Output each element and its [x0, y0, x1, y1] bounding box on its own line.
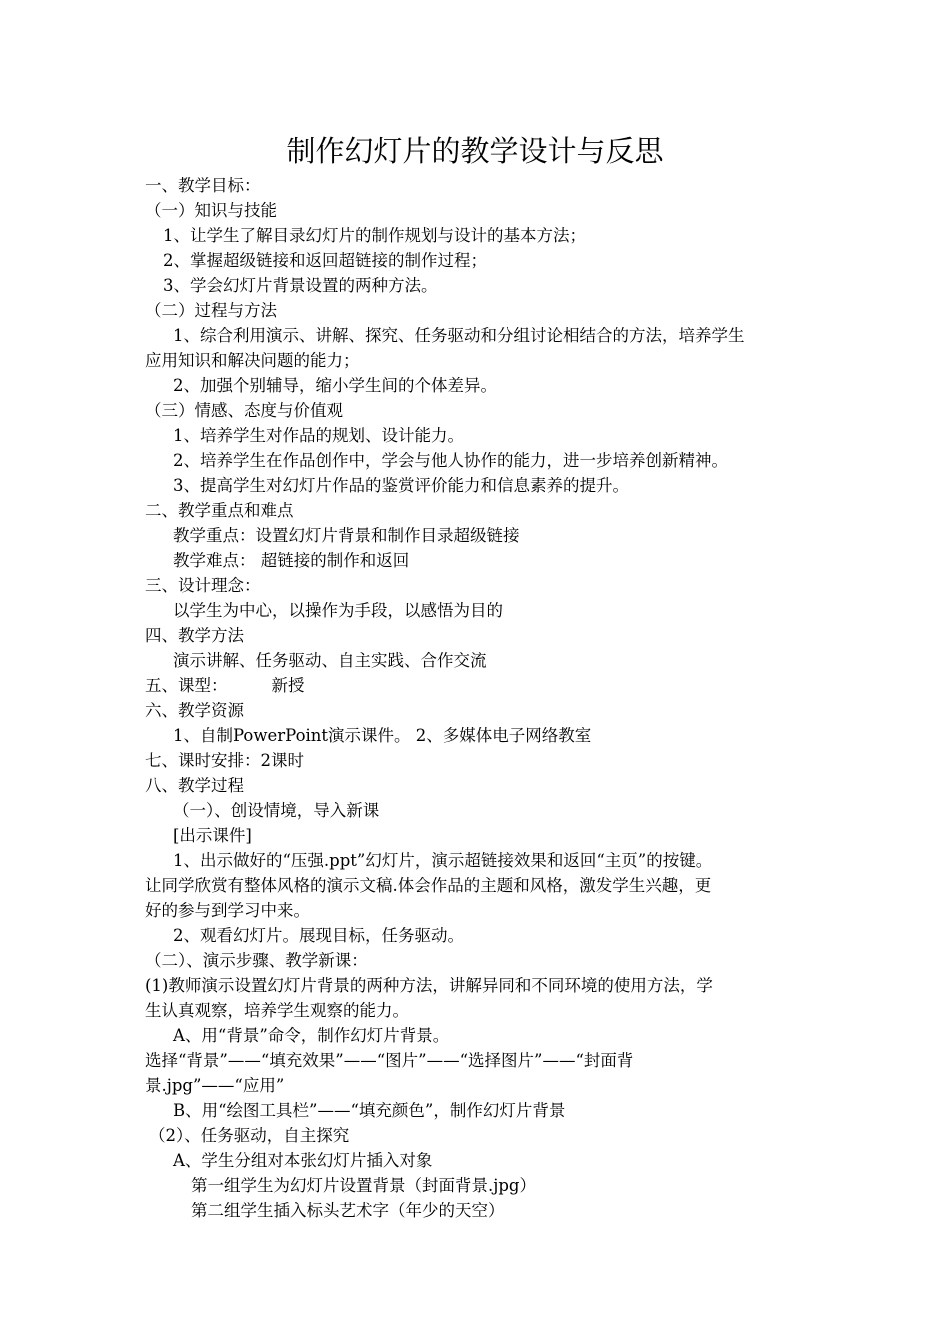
paragraph-line: [出示课件] — [173, 826, 252, 845]
paragraph-line: 以学生为中心，以操作为手段，以感悟为目的 — [173, 601, 503, 620]
course-type-label: 五、课型： — [145, 676, 228, 695]
paragraph-line: (1)教师演示设置幻灯片背景的两种方法，讲解异同和不同环境的使用方法，学 — [145, 976, 713, 995]
paragraph-line: 生认真观察，培养学生观察的能力。 — [145, 1001, 409, 1020]
paragraph-line: 1、让学生了解目录幻灯片的制作规划与设计的基本方法； — [163, 226, 586, 245]
subsection-heading: （二）过程与方法 — [145, 301, 277, 320]
section-heading: 八、教学过程 — [145, 776, 244, 795]
paragraph-line: 3、提高学生对幻灯片作品的鉴赏评价能力和信息素养的提升。 — [173, 476, 629, 495]
paragraph-line: 教学重点：设置幻灯片背景和制作目录超级链接 — [173, 526, 520, 545]
section-heading: 二、教学重点和难点 — [145, 501, 294, 520]
paragraph-line: B、用“绘图工具栏”——“填充颜色”，制作幻灯片背景 — [173, 1101, 566, 1120]
paragraph-line: 好的参与到学习中来。 — [145, 901, 310, 920]
paragraph-line: 1、综合利用演示、讲解、探究、任务驱动和分组讨论相结合的方法，培养学生 — [173, 326, 745, 345]
paragraph-line: 第二组学生插入标头艺术字（年少的天空） — [191, 1201, 505, 1220]
course-type-value: 新授 — [271, 676, 305, 695]
paragraph-line: 2、加强个别辅导，缩小学生间的个体差异。 — [173, 376, 497, 395]
section-heading: 四、教学方法 — [145, 626, 244, 645]
paragraph-line: 景.jpg”——“应用” — [145, 1076, 285, 1095]
paragraph-line: 2、培养学生在作品创作中，学会与他人协作的能力，进一步培养创新精神。 — [173, 451, 728, 470]
paragraph-line: A、学生分组对本张幻灯片插入对象 — [173, 1151, 433, 1170]
section-heading: 三、设计理念： — [145, 576, 261, 595]
paragraph-line: 1、出示做好的“压强.ppt”幻灯片，演示超链接效果和返回“主页”的按键。 — [173, 851, 713, 870]
paragraph-line: 教学难点： 超链接的制作和返回 — [173, 551, 410, 570]
paragraph-line: 演示讲解、任务驱动、自主实践、合作交流 — [173, 651, 487, 670]
subsection-heading: （一）知识与技能 — [145, 201, 277, 220]
section-heading: 六、教学资源 — [145, 701, 244, 720]
paragraph-line: 让同学欣赏有整体风格的演示文稿.体会作品的主题和风格，激发学生兴趣，更 — [145, 876, 712, 895]
paragraph-line: 2、掌握超级链接和返回超链接的制作过程； — [163, 251, 487, 270]
section-heading-course-type — [145, 673, 817, 698]
subsection-heading: （一）、创设情境，导入新课 — [173, 801, 380, 820]
paragraph-line: 第一组学生为幻灯片设置背景（封面背景.jpg） — [191, 1176, 536, 1195]
section-heading: 七、课时安排：2课时 — [145, 751, 304, 770]
section-heading: 一、教学目标： — [145, 176, 261, 195]
paragraph-line: 2、观看幻灯片。展现目标，任务驱动。 — [173, 926, 464, 945]
paragraph-line: 应用知识和解决问题的能力； — [145, 351, 360, 370]
paragraph-line: A、用“背景”命令，制作幻灯片背景。 — [173, 1026, 450, 1045]
paragraph-line: 1、培养学生对作品的规划、设计能力。 — [173, 426, 464, 445]
paragraph-line: 1、自制PowerPoint演示课件。 2、多媒体电子网络教室 — [173, 726, 592, 745]
subsection-heading: （2）、任务驱动，自主探究 — [149, 1126, 350, 1145]
subsection-heading: （二）、演示步骤、教学新课： — [145, 951, 368, 970]
document-body — [145, 173, 817, 1223]
document-title: 制作幻灯片的教学设计与反思 — [286, 134, 664, 168]
paragraph-line: 3、学会幻灯片背景设置的两种方法。 — [163, 276, 438, 295]
paragraph-line: 选择“背景”——“填充效果”——“图片”——“选择图片”——“封面背 — [145, 1051, 634, 1070]
subsection-heading: （三）情感、态度与价值观 — [145, 401, 343, 420]
